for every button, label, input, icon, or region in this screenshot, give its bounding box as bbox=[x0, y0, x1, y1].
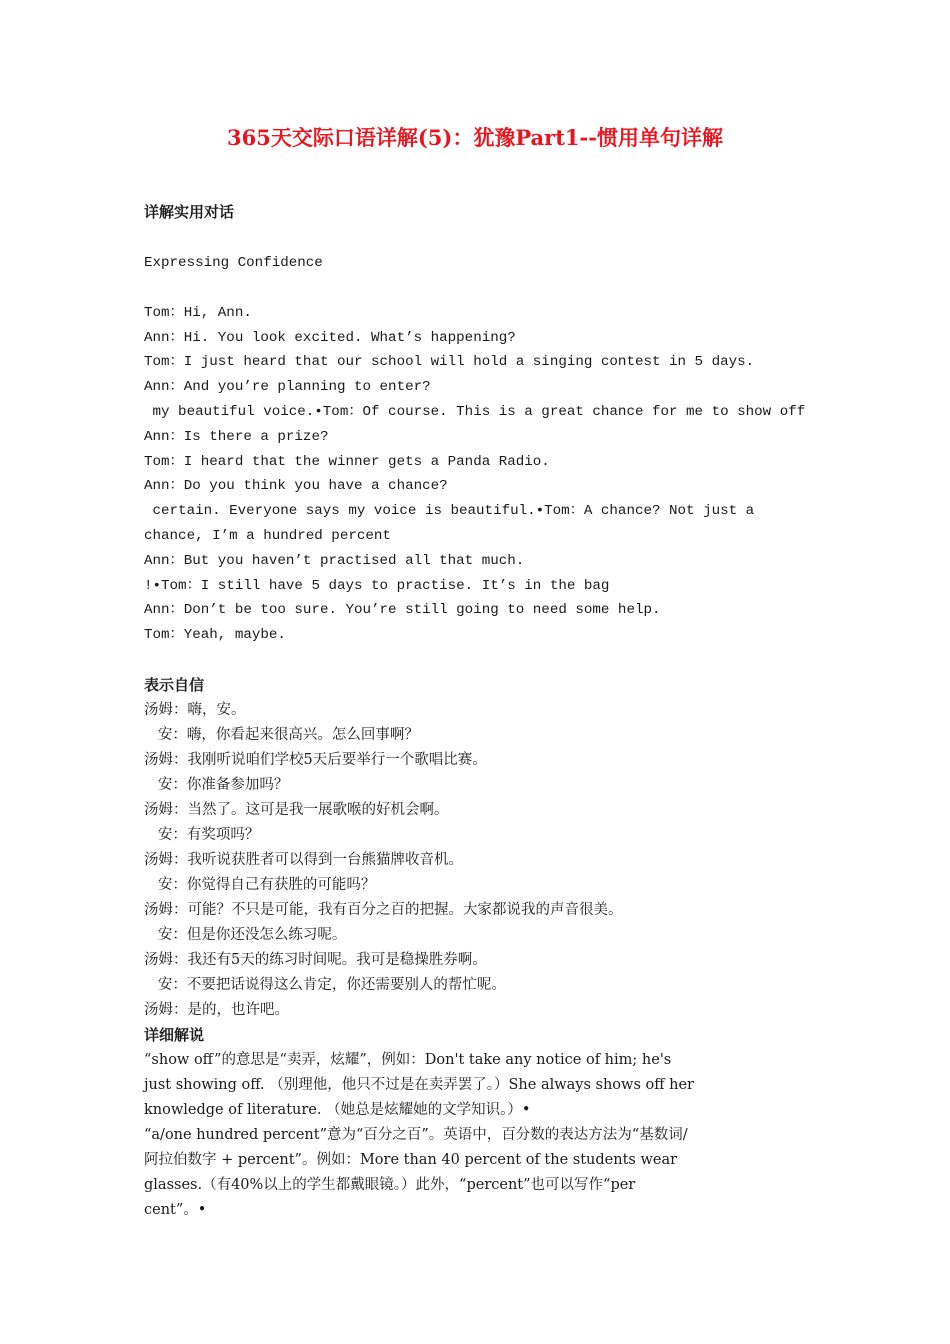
chinese-line: 汤姆：当然了。这可是我一展歌喉的好机会啊。 bbox=[144, 801, 449, 818]
english-line: Tom：I heard that the winner gets a Panda Radio. bbox=[144, 453, 550, 470]
chinese-line: 汤姆：我刚听说咱们学校5天后要举行一个歌唱比赛。 bbox=[144, 751, 487, 768]
chinese-line: 安：但是你还没怎么练习呢。 bbox=[144, 926, 347, 943]
english-line: Ann：Is there a prize? bbox=[144, 428, 329, 445]
english-line: my beautiful voice.•Tom：Of course. This is a great chance for me to show off bbox=[144, 403, 806, 420]
chinese-line: 汤姆：是的，也许吧。 bbox=[144, 1001, 289, 1018]
english-line: Ann：And you’re planning to enter? bbox=[144, 379, 431, 396]
explanation-line: 阿拉伯数字 + percent”。例如：More than 40 percent of the students wear bbox=[144, 1151, 678, 1168]
chinese-line: 安：嗨，你看起来很高兴。怎么回事啊？ bbox=[144, 726, 419, 743]
chinese-line: 安：不要把话说得这么肯定，你还需要别人的帮忙呢。 bbox=[144, 976, 506, 993]
section-heading-detailed-explanation: 详细解说 bbox=[144, 1025, 205, 1044]
english-line: Ann：Do you think you have a chance? bbox=[144, 478, 448, 495]
document-body bbox=[144, 200, 814, 1223]
english-line: Tom：Hi, Ann. bbox=[144, 304, 252, 321]
explanation-line: cent”。• bbox=[144, 1201, 207, 1218]
chinese-line: 汤姆：可能？不只是可能，我有百分之百的把握。大家都说我的声音很美。 bbox=[144, 901, 623, 918]
explanation-text bbox=[144, 1048, 814, 1223]
english-line: Ann：Don’t be too sure. You’re still going to need some help. bbox=[144, 602, 661, 619]
explanation-line: knowledge of literature. （她总是炫耀她的文学知识。）• bbox=[144, 1101, 531, 1118]
chinese-line: 安：你觉得自己有获胜的可能吗？ bbox=[144, 876, 376, 893]
explanation-line: just showing off. （别理他，他只不过是在卖弄罢了。）She always shows off her bbox=[144, 1076, 694, 1093]
english-line: Ann：Hi. You look excited. What’s happening? bbox=[144, 329, 516, 346]
page-title: 365天交际口语详解(5)：犹豫Part1--惯用单句详解 bbox=[227, 125, 723, 150]
chinese-dialogue bbox=[144, 698, 814, 1023]
english-dialogue bbox=[144, 301, 814, 648]
english-line: Ann：But you haven’t practised all that much. bbox=[144, 552, 525, 569]
section-heading-expressing-confidence: 表示自信 bbox=[144, 675, 205, 694]
chinese-line: 汤姆：嗨，安。 bbox=[144, 701, 246, 718]
chinese-line: 汤姆：我还有5天的练习时间呢。我可是稳操胜券啊。 bbox=[144, 951, 487, 968]
english-line: Tom：I just heard that our school will hold a singing contest in 5 days. bbox=[144, 354, 755, 371]
english-line: Tom：Yeah, maybe. bbox=[144, 627, 286, 644]
explanation-line: “a/one hundred percent”意为“百分之百”。英语中，百分数的表达方法为“基数词/ bbox=[144, 1126, 688, 1143]
dialogue-title: Expressing Confidence bbox=[144, 255, 323, 271]
english-line: !•Tom：I still have 5 days to practise. It’s in the bag bbox=[144, 577, 610, 594]
chinese-line: 安：有奖项吗？ bbox=[144, 826, 260, 843]
english-line: certain. Everyone says my voice is beautiful.•Tom：A chance? Not just a bbox=[144, 503, 755, 520]
chinese-line: 汤姆：我听说获胜者可以得到一台熊猫牌收音机。 bbox=[144, 851, 463, 868]
explanation-line: glasses.（有40%以上的学生都戴眼镜。）此外，“percent”也可以写作“per bbox=[144, 1176, 636, 1193]
chinese-line: 安：你准备参加吗？ bbox=[144, 776, 289, 793]
explanation-line: “show off”的意思是“卖弄，炫耀”，例如：Don't take any notice of him; he's bbox=[144, 1051, 672, 1068]
section-heading-practical-dialogue: 详解实用对话 bbox=[144, 203, 235, 221]
english-line: chance, I’m a hundred percent bbox=[144, 527, 391, 544]
